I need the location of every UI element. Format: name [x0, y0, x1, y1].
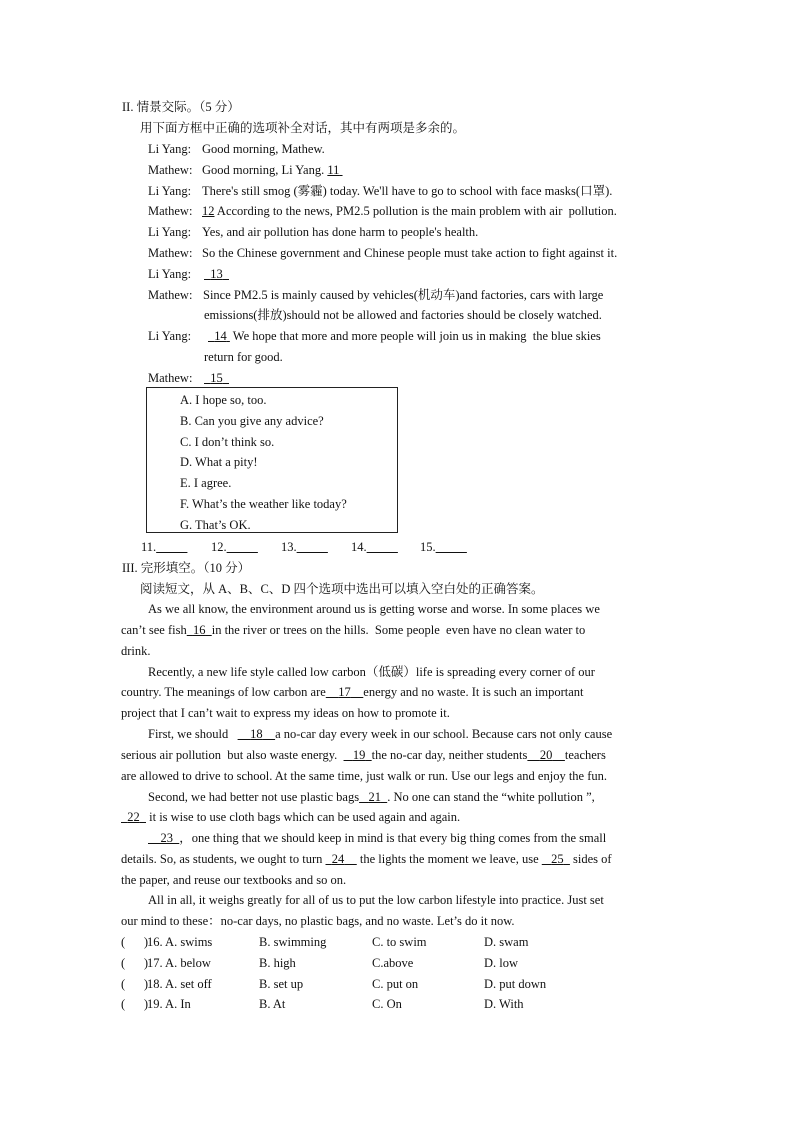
passage-line: drink.	[121, 644, 151, 658]
section-2-instruction: 用下面方框中正确的选项补全对话，其中有两项是多余的。	[140, 121, 466, 135]
speaker: Mathew:	[148, 246, 193, 260]
line-text: So the Chinese government and Chinese people must take action to fight against it.	[202, 246, 618, 260]
speaker: Li Yang:	[148, 267, 192, 281]
speaker: Mathew:	[148, 163, 193, 177]
option-b: B. high	[259, 956, 296, 970]
speaker: Li Yang:	[148, 329, 192, 343]
option-a: 19. A. In	[147, 997, 191, 1011]
passage-line: First, we should 18 a no-car day every week in our school. Because cars not only cause	[148, 727, 613, 741]
option-g: G. That’s OK.	[180, 518, 251, 532]
dialogue-line	[148, 371, 223, 385]
option-a: 16. A. swims	[147, 935, 213, 949]
option-d: D. low	[484, 956, 519, 970]
passage-line: As we all know, the environment around us is getting worse and worse. In some places we	[148, 602, 600, 616]
speaker: Li Yang:	[148, 142, 192, 156]
passage-line: serious air pollution but also waste energy. 19 the no-car day, neither students 20 teachers	[121, 748, 606, 762]
blank-16: 16	[192, 623, 206, 637]
line-text-cont: emissions(排放)should not be allowed and factories should be closely watched.	[204, 308, 602, 322]
passage-line: 23 ，one thing that we should keep in mind is that every big thing comes from the small	[160, 831, 607, 845]
blank-19: 19	[352, 748, 366, 762]
answer-blank-15[interactable]: 15.	[420, 540, 436, 554]
option-d: D. What a pity!	[180, 455, 258, 469]
blank-18: 18	[250, 727, 263, 741]
speaker: Li Yang:	[148, 225, 192, 239]
option-d: D. put down	[484, 977, 547, 991]
option-b: B. At	[259, 997, 286, 1011]
dialogue-line	[148, 329, 601, 343]
speaker: Li Yang:	[148, 184, 192, 198]
question-18	[0, 978, 794, 996]
section-3-title: III. 完形填空。（10 分）	[122, 561, 251, 575]
option-c: C. I don’t think so.	[180, 435, 275, 449]
passage-line: project that I can’t wait to express my ideas on how to promote it.	[121, 706, 450, 720]
option-c: C. put on	[372, 977, 419, 991]
question-19	[0, 998, 794, 1016]
blank-21: 21	[368, 790, 381, 804]
option-f: F. What’s the weather like today?	[180, 497, 347, 511]
passage-line: details. So, as students, we ought to turn 24 the lights the moment we leave, use 25 sides of	[121, 852, 612, 866]
blank-11: 11	[327, 163, 340, 177]
line-text: Good morning, Mathew.	[202, 142, 325, 156]
option-b: B. swimming	[259, 935, 327, 949]
answer-paren[interactable]: ( )	[121, 956, 149, 970]
answer-paren[interactable]: ( )	[121, 935, 149, 949]
line-text: According to the news, PM2.5 pollution is the main problem with air pollution.	[214, 204, 617, 218]
blank-13: 13	[210, 267, 223, 281]
passage-line: are allowed to drive to school. At the same time, just walk or run. Use our legs and enjoy the fun.	[121, 769, 607, 783]
blank-24: 24	[331, 852, 345, 866]
line-text: Good morning, Li Yang.	[202, 163, 328, 177]
blank-23: 23	[160, 831, 173, 845]
line-text: Yes, and air pollution has done harm to people's health.	[202, 225, 479, 239]
blank-14: 14	[214, 329, 227, 343]
option-c: C.above	[372, 956, 414, 970]
passage-line: Second, we had better not use plastic bags 21 . No one can stand the “white pollution ”,	[148, 790, 595, 804]
option-d: D. With	[484, 997, 524, 1011]
passage-line: country. The meanings of low carbon are 17 energy and no waste. It is such an important	[121, 685, 584, 699]
passage-line: 22 it is wise to use cloth bags which can be used again and again.	[127, 810, 461, 824]
line-text-cont: return for good.	[204, 350, 283, 364]
option-a: A. I hope so, too.	[180, 393, 267, 407]
dialogue-line	[148, 204, 617, 218]
line-text: Since PM2.5 is mainly caused by vehicles(机动车)and factories, cars with large	[203, 288, 604, 302]
blank-25: 25	[551, 852, 564, 866]
answer-blank-14[interactable]: 14.	[351, 540, 367, 554]
option-e: E. I agree.	[180, 476, 232, 490]
answer-blank-13[interactable]: 13.	[281, 540, 297, 554]
option-c: C. to swim	[372, 935, 427, 949]
dialogue-line	[148, 288, 604, 302]
speaker: Mathew:	[148, 288, 193, 302]
dialogue-line	[148, 267, 223, 281]
blank-12: 12	[202, 204, 215, 218]
blank-22: 22	[127, 810, 140, 824]
question-16	[0, 936, 794, 954]
passage-line: Recently, a new life style called low carbon（低碳）life is spreading every corner of our	[148, 665, 595, 679]
passage-line: All in all, it weighs greatly for all of us to put the low carbon lifestyle into practice. Just set	[148, 893, 604, 907]
dialogue-line	[148, 225, 479, 239]
speaker: Mathew:	[148, 204, 193, 218]
blank-20: 20	[539, 748, 553, 762]
dialogue-line	[148, 142, 325, 156]
dialogue-line	[148, 246, 618, 260]
passage-line: our mind to these：no-car days, no plastic bags, and no waste. Let’s do it now.	[121, 914, 515, 928]
option-b: B. Can you give any advice?	[180, 414, 324, 428]
option-a: 17. A. below	[147, 956, 211, 970]
passage-line: the paper, and reuse our textbooks and so on.	[121, 873, 347, 887]
answer-paren[interactable]: ( )	[121, 977, 149, 991]
dialogue-line	[148, 184, 613, 198]
option-a: 18. A. set off	[147, 977, 212, 991]
blank-17: 17	[338, 685, 351, 699]
blank-15: 15	[210, 371, 223, 385]
line-text: There's still smog (雾霾) today. We'll have to go to school with face masks(口罩).	[202, 184, 613, 198]
answer-paren[interactable]: ( )	[121, 997, 149, 1011]
dialogue-line	[148, 163, 340, 177]
answer-blank-12[interactable]: 12.	[211, 540, 227, 554]
option-c: C. On	[372, 997, 402, 1011]
question-17	[0, 957, 794, 975]
answer-blank-11[interactable]: 11.	[141, 540, 157, 554]
section-2-title: II. 情景交际。（5 分）	[122, 100, 240, 114]
option-d: D. swam	[484, 935, 529, 949]
passage-line: can’t see fish 16 in the river or trees on the hills. Some people even have no clean water to	[121, 623, 586, 637]
speaker: Mathew:	[148, 371, 193, 385]
line-text: We hope that more and more people will join us in making the blue skies	[229, 329, 601, 343]
section-3-instruction: 阅读短文，从 A、B、C、D 四个选项中选出可以填入空白处的正确答案。	[140, 582, 544, 596]
option-b: B. set up	[259, 977, 304, 991]
